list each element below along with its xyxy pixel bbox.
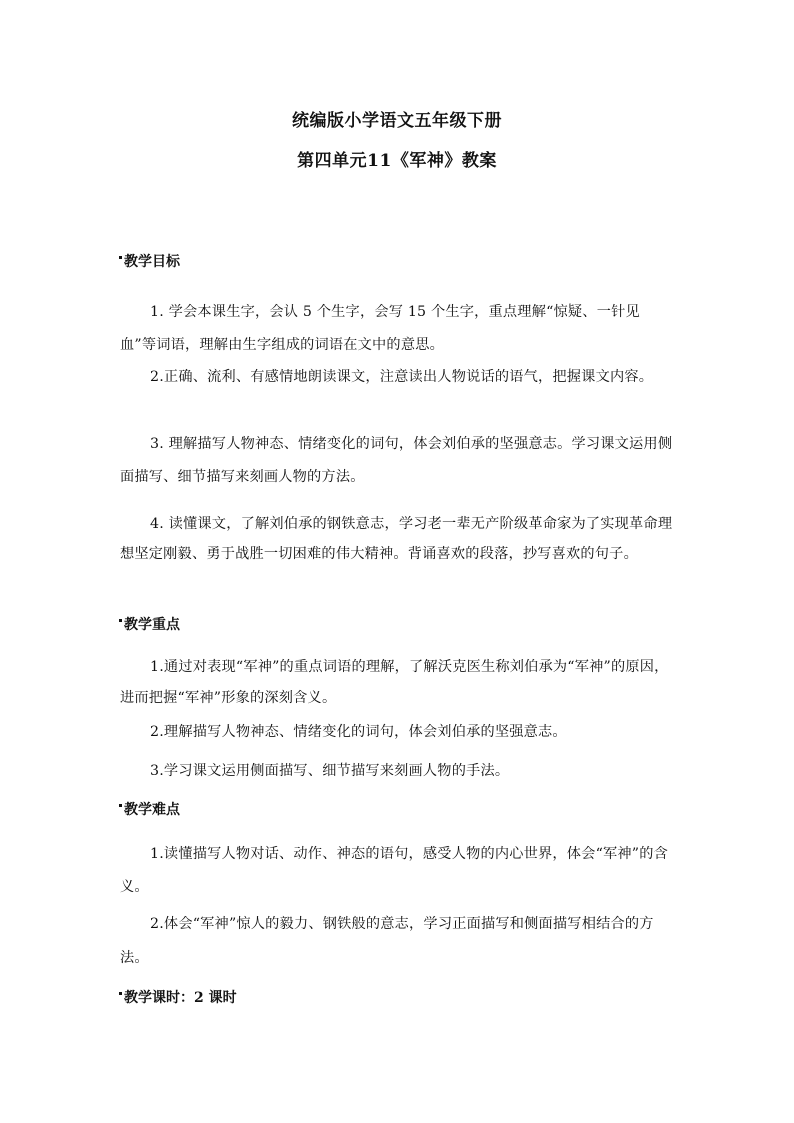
- goal-item: 3. 理解描写人物神态、情绪变化的词句，体会刘伯承的坚强意志。学习课文运用侧面描写、细节描写来刻画人物的方法。: [120, 436, 673, 485]
- bullet-icon: [119, 256, 122, 259]
- section-heading-hours: [119, 988, 237, 1008]
- difficulty-item: 2.体会“军神”惊人的毅力、钢铁般的意志，学习正面描写和侧面描写相结合的方法。: [120, 916, 654, 966]
- goal-item: 4. 读懂课文，了解刘伯承的钢铁意志，学习老一辈无产阶级革命家为了实现革命理想坚定刚毅、勇于战胜一切困难的伟大精神。背诵喜欢的段落，抄写喜欢的句子。: [120, 516, 673, 562]
- key-point-item: 3.学习课文运用侧面描写、细节描写来刻画人物的手法。: [150, 763, 510, 779]
- section-heading-label: 教学课时：2 课时: [124, 990, 237, 1006]
- document-title: 统编版小学语文五年级下册: [292, 111, 502, 131]
- section-heading-difficulties: [119, 800, 180, 820]
- section-heading-label: 教学难点: [124, 802, 180, 818]
- section-heading-label: 教学目标: [124, 254, 180, 270]
- bullet-icon: [119, 619, 122, 622]
- bullet-icon: [119, 992, 122, 995]
- goal-item: 1. 学会本课生字，会认 5 个生字，会写 15 个生字，重点理解“惊疑、一针见血”等词语，理解由生字组成的词语在文中的意思。: [120, 304, 640, 353]
- key-point-item: 2.理解描写人物神态、情绪变化的词句，体会刘伯承的坚强意志。: [150, 724, 567, 740]
- section-heading-key-points: [119, 615, 180, 635]
- document-subtitle: 第四单元11《军神》教案: [297, 151, 497, 171]
- goal-item: 2.正确、流利、有感情地朗读课文，注意读出人物说话的语气，把握课文内容。: [150, 369, 654, 385]
- section-heading-goals: [119, 252, 180, 272]
- bullet-icon: [119, 804, 122, 807]
- difficulty-item: 1.读懂描写人物对话、动作、神态的语句，感受人物的内心世界，体会“军神”的含义。: [120, 846, 669, 895]
- section-heading-label: 教学重点: [124, 617, 180, 633]
- key-point-item: 1.通过对表现“军神”的重点词语的理解，了解沃克医生称刘伯承为“军神”的原因，进而把握“军神”形象的深刻含义。: [120, 659, 669, 706]
